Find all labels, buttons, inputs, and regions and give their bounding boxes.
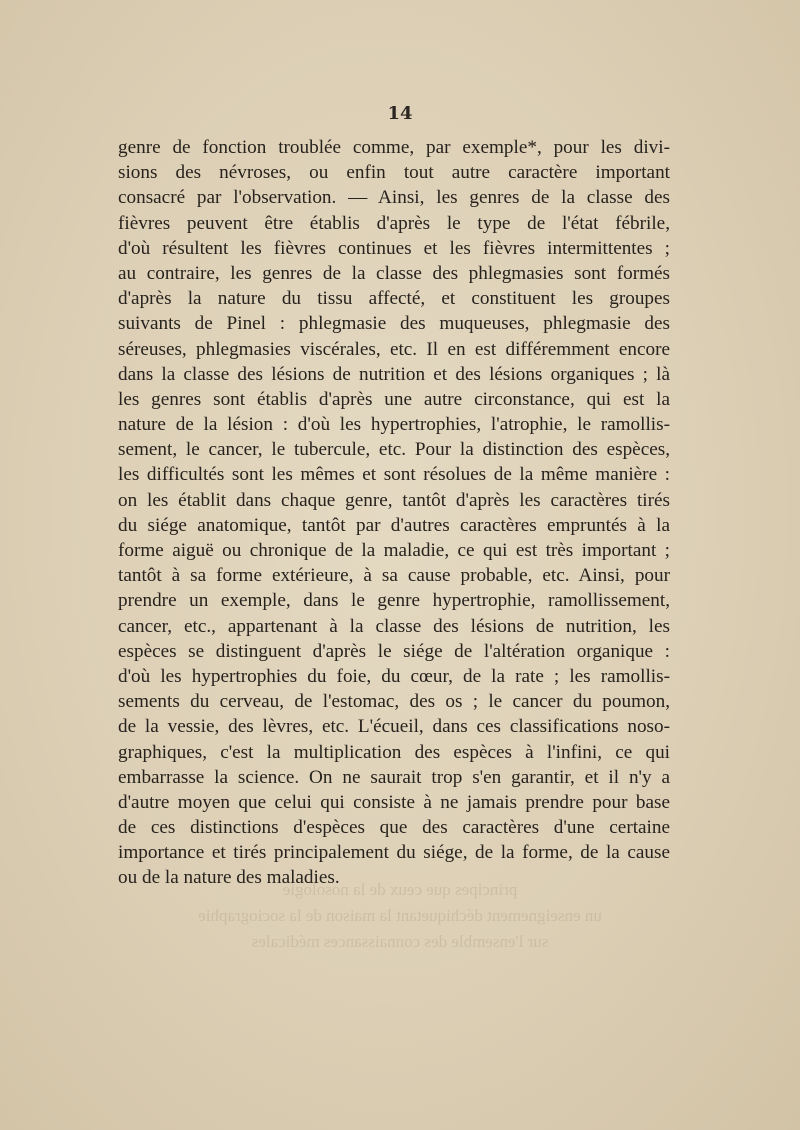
text-line: sions des névroses, ou enfin tout autre caractère important (118, 162, 670, 184)
text-line: nature de la lésion : d'où les hypertrophies, l'atrophie, le ramollis- (118, 414, 670, 436)
text-line: graphiques, c'est la multiplication des espèces à l'infini, ce qui (118, 741, 670, 763)
text-line: d'autre moyen que celui qui consiste à ne jamais prendre pour base (118, 791, 670, 813)
bleed-through-line: un enseignement déchiquetant la maison de la sociographie (198, 906, 602, 925)
body-paragraph (118, 135, 670, 891)
text-line: d'après la nature du tissu affecté, et constituent les groupes (118, 288, 670, 310)
text-line: dans la classe des lésions de nutrition et des lésions organiques ; là (118, 363, 670, 385)
text-line: de ces distinctions d'espèces que des caractères d'une certaine (118, 817, 670, 839)
text-line: les genres sont établis d'après une autre circonstance, qui est la (118, 388, 670, 410)
text-line: sement, le cancer, le tubercule, etc. Pour la distinction des espèces, (118, 439, 670, 461)
text-line: tantôt à sa forme extérieure, à sa cause probable, etc. Ainsi, pour (118, 565, 670, 587)
text-line: cancer, etc., appartenant à la classe des lésions de nutrition, les (118, 615, 670, 637)
text-line: les difficultés sont les mêmes et sont résolues de la même manière : (118, 464, 670, 486)
text-line: suivants de Pinel : phlegmasie des muqueuses, phlegmasie des (118, 313, 670, 335)
page-number: 14 (387, 103, 413, 124)
text-line: du siége anatomique, tantôt par d'autres caractères empruntés à la (118, 514, 670, 536)
text-line: espèces se distinguent d'après le siége de l'altération organique : (118, 640, 670, 662)
text-line: on les établit dans chaque genre, tantôt d'après les caractères tirés (118, 489, 670, 511)
text-line: importance et tirés principalement du siége, de la forme, de la cause (118, 842, 670, 864)
text-line: prendre un exemple, dans le genre hypertrophie, ramollissement, (118, 590, 670, 612)
text-line: d'où les hypertrophies du foie, du cœur, de la rate ; les ramollis- (118, 665, 670, 687)
bleed-through-line: principes que ceux de la nosologie (282, 880, 518, 899)
text-line: consacré par l'observation. — Ainsi, les genres de la classe des (118, 187, 670, 209)
text-line: fièvres peuvent être établis d'après le type de l'état fébrile, (118, 212, 670, 234)
text-line: au contraire, les genres de la classe des phlegmasies sont formés (118, 262, 670, 284)
text-line: ou de la nature des maladies. (118, 867, 340, 889)
bleed-through-line: sur l'ensemble des connaissances médicales (251, 932, 549, 951)
text-line: sements du cerveau, de l'estomac, des os ; le cancer du poumon, (118, 691, 670, 713)
text-line: séreuses, phlegmasies viscérales, etc. Il en est différemment encore (118, 338, 670, 360)
text-line: forme aiguë ou chronique de la maladie, ce qui est très important ; (118, 540, 670, 561)
text-line: genre de fonction troublée comme, par exemple*, pour les divi- (118, 137, 670, 158)
text-line: embarrasse la science. On ne saurait trop s'en garantir, et il n'y a (118, 766, 670, 788)
text-line: d'où résultent les fièvres continues et les fièvres intermittentes ; (118, 237, 670, 259)
text-line: de la vessie, des lèvres, etc. L'écueil, dans ces classifications noso- (118, 716, 670, 738)
